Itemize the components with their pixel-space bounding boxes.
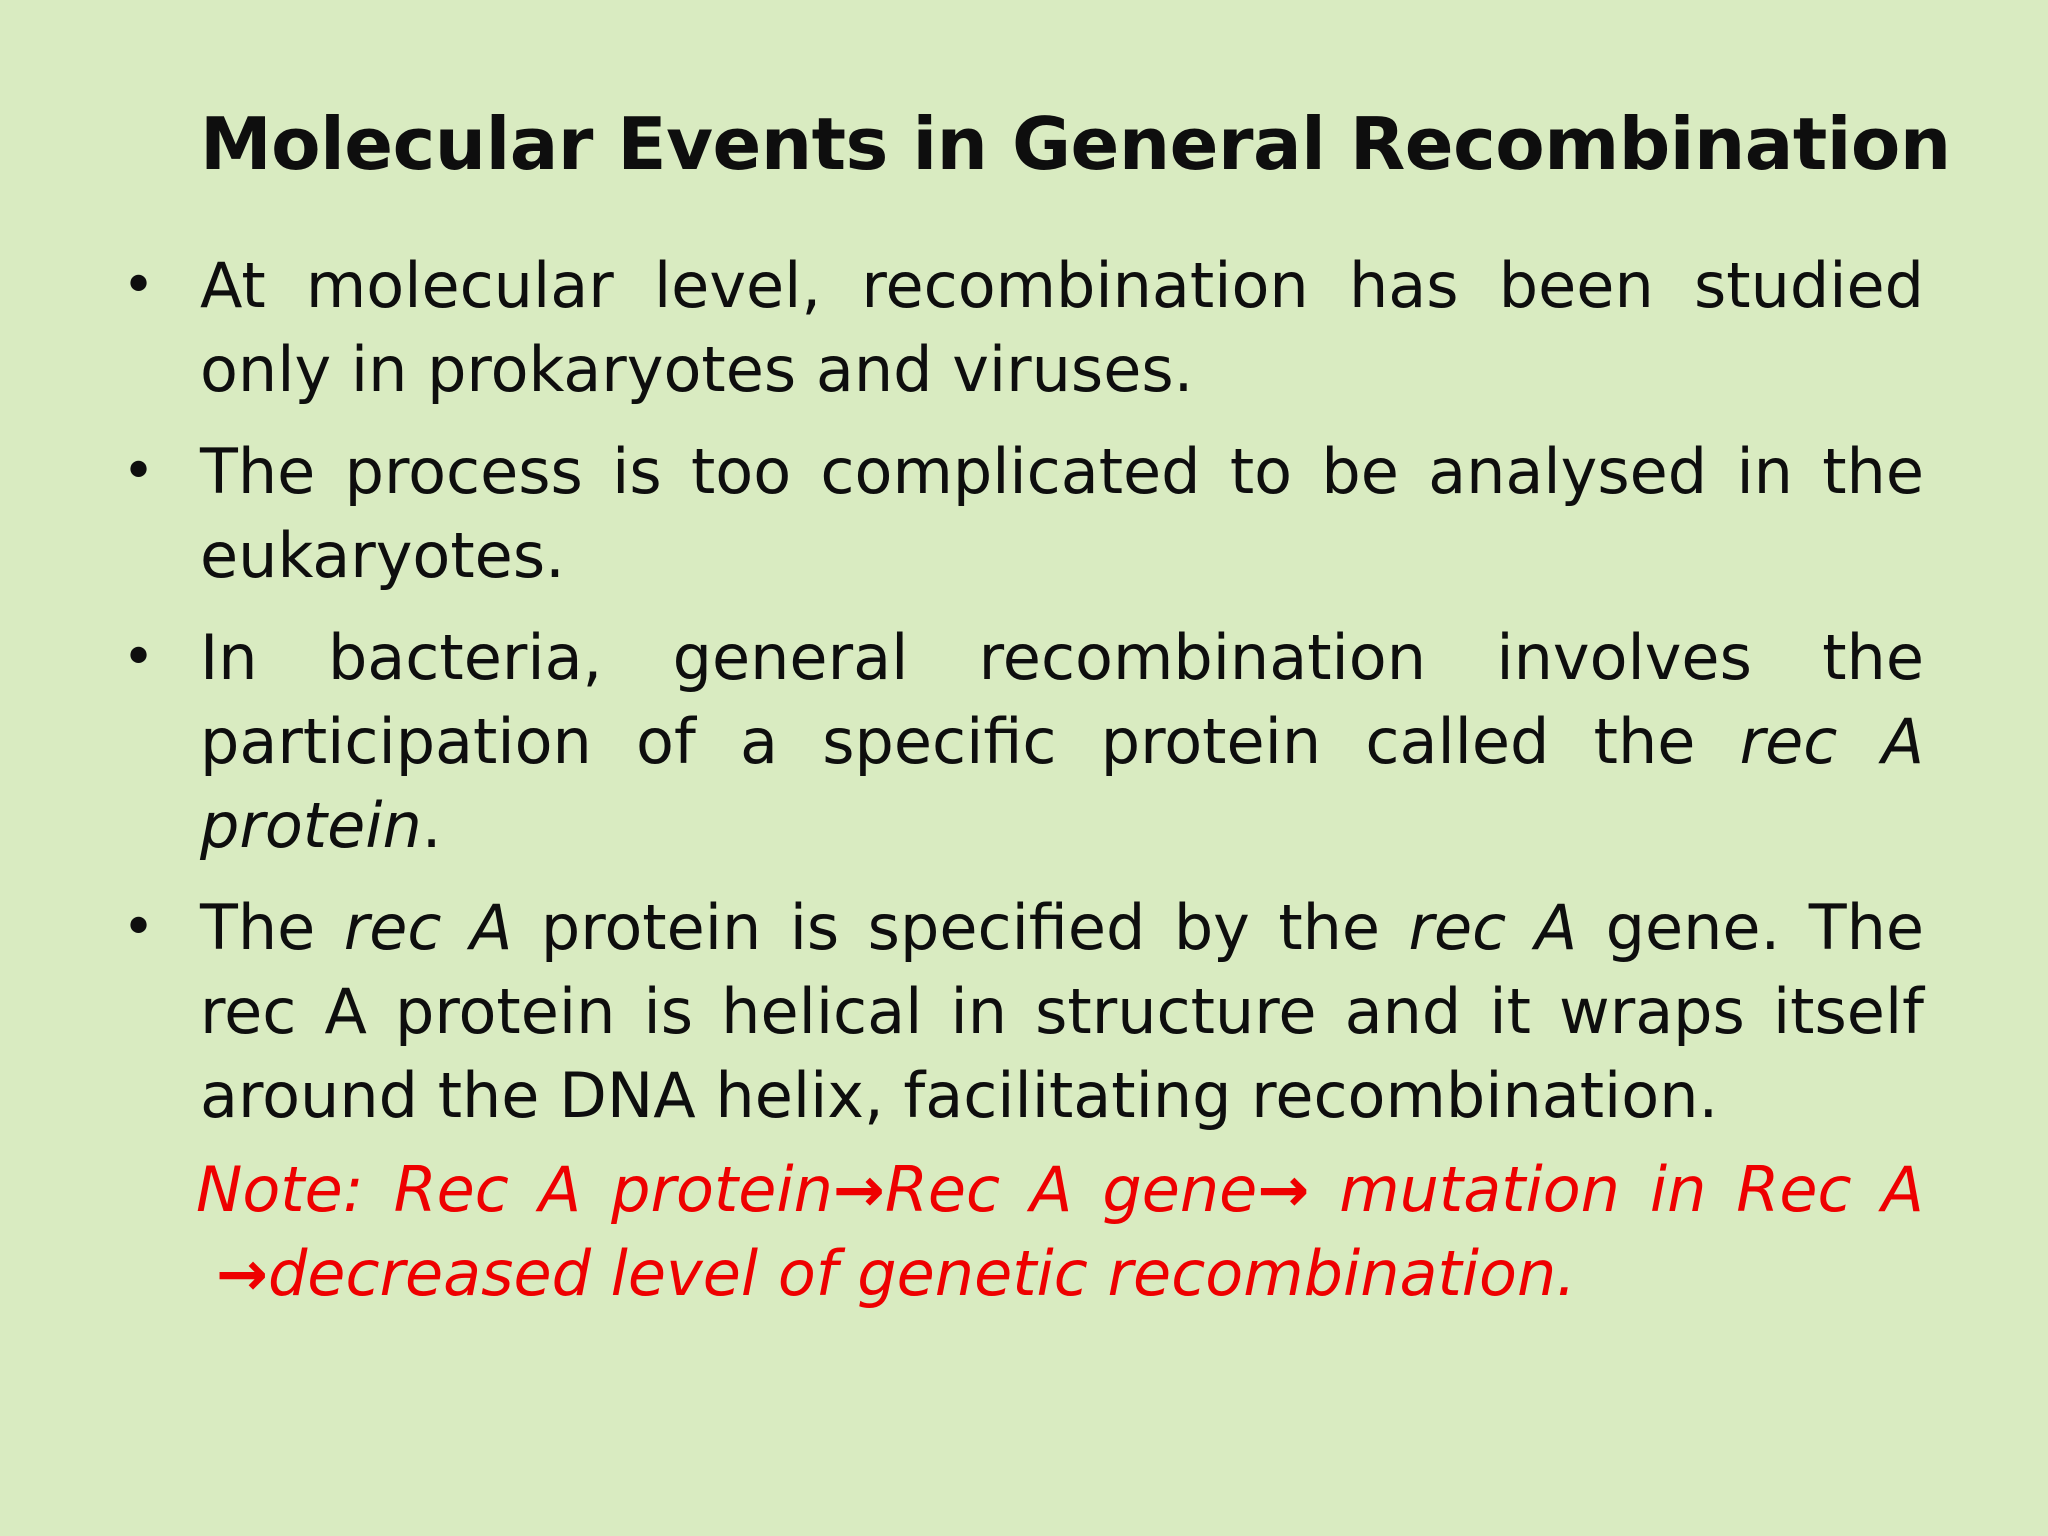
note-word: Note:: [196, 1153, 364, 1226]
note-word: protein: [611, 1153, 833, 1226]
note-word: mutation: [1339, 1153, 1620, 1226]
bullet-italic-term: rec A: [343, 891, 513, 964]
bullet-text: protein is specified by the: [512, 891, 1409, 964]
bullet-dot: •: [122, 253, 156, 318]
note-word: Rec: [393, 1153, 509, 1226]
note-block: [196, 1148, 1924, 1316]
bullet-item: [122, 430, 1924, 598]
bullet-list: [122, 244, 1925, 1156]
bullet-text: The process is too complicated to be analysed in the eukaryotes.: [200, 435, 1924, 592]
note-line-1: [196, 1148, 1924, 1232]
arrow-right-icon: →: [216, 1237, 268, 1310]
bullet-item: [122, 616, 1925, 868]
note-word: in: [1649, 1153, 1707, 1226]
bullet-dot: •: [122, 895, 156, 960]
note-word: Rec: [1736, 1153, 1852, 1226]
note-text: decreased level of genetic recombination.: [267, 1237, 1576, 1310]
bullet-text: The: [200, 891, 344, 964]
slide-title: Molecular Events in General Recombination: [200, 102, 1951, 186]
note-word: A: [1030, 1153, 1073, 1226]
bullet-italic-term: rec A: [1408, 891, 1578, 964]
bullet-text: gene. The rec A protein is helical in structure and it wraps itself around the DNA helix, facilitating recombination.: [200, 891, 1925, 1132]
bullet-dot: •: [122, 439, 156, 504]
note-line-2: [196, 1232, 1924, 1316]
note-word-with-arrow: [611, 1148, 1000, 1232]
bullet-item: [122, 244, 1924, 412]
note-word: gene: [1102, 1153, 1258, 1226]
note-word: Rec: [884, 1153, 1001, 1226]
bullet-text: .: [421, 789, 442, 862]
bullet-item: [122, 886, 1925, 1138]
bullet-text: In bacteria, general recombination involves the participation of a specific protein called the: [200, 621, 1924, 778]
note-word-with-arrow: [1102, 1148, 1309, 1232]
bullet-italic-term: rec A protein: [200, 705, 1925, 862]
note-word: A: [1881, 1153, 1924, 1226]
arrow-right-icon: →: [832, 1153, 885, 1226]
bullet-text: At molecular level, recombination has been studied only in prokaryotes and viruses.: [200, 249, 1924, 406]
bullet-dot: •: [122, 625, 156, 690]
note-word: A: [538, 1153, 582, 1226]
arrow-right-icon: →: [1257, 1153, 1310, 1226]
